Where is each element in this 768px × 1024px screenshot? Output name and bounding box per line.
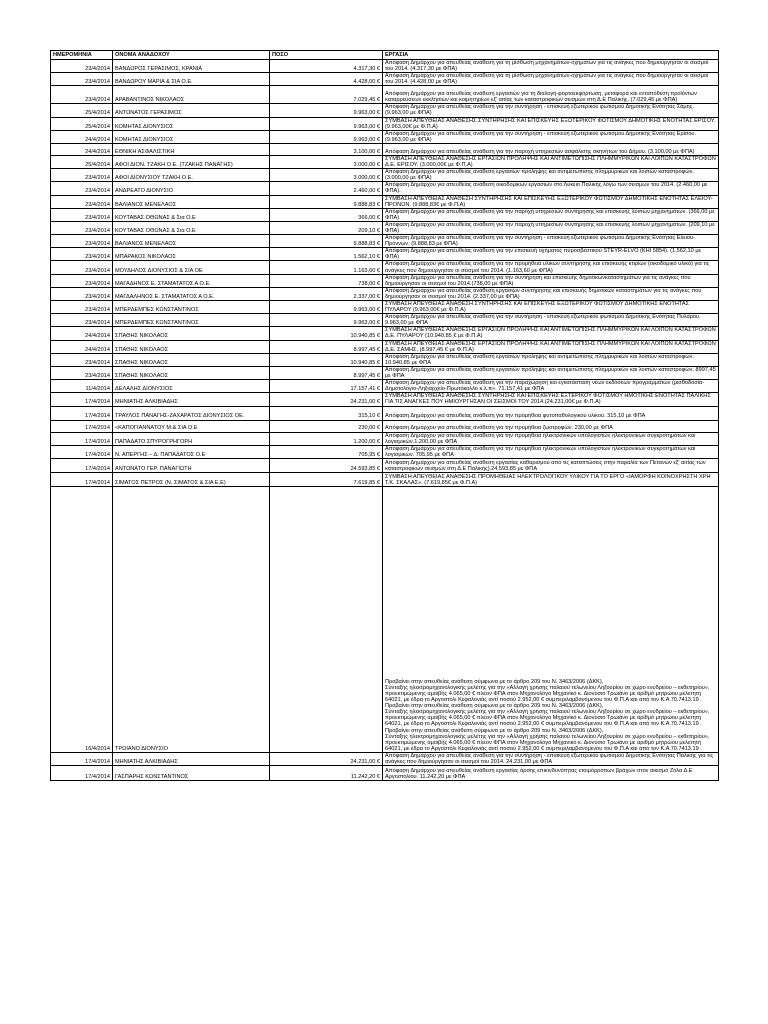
table-row	[51, 73, 719, 86]
row-contractor: ΚΟΥΤΑΒΑΣ ΟΘΩΝΑΣ & Σια Ο.Ε	[113, 221, 270, 234]
row-work: Απόφαση Δημάρχου για απευθείας ανάθεση για την προμήθεια υλικών συντήρησης και επισκευής κτιρίων (οικοδομικό υλικό) για τις ανάγκες που δημιούργησαν οι σεισμοί του 2014. (1.163,60 με ΦΠΑ)	[383, 261, 719, 274]
row-date: 23/4/2014	[51, 182, 113, 195]
row-contractor: ΑΡΑΒΑΝΤΙΝΟΣ ΝΙΚΟΛΑΟΣ	[113, 86, 270, 104]
table-row	[51, 445, 719, 458]
table-row	[51, 248, 719, 261]
row-date: 17/4/2014	[51, 393, 113, 406]
row-work: Απόφαση Δημάρχου για απευθείας ανάθεση εργασίας καθαρισμού από τις καταπτώσεις στην παραλία των Πετανών εξ' αιτίας των καταστροφικών σεισμών στη Δ.Ε Παλικής).24.593,85 με ΦΠΑ	[383, 458, 719, 472]
table-row	[51, 353, 719, 366]
row-amount: 10.940,85 €	[270, 353, 383, 366]
row-work: Απόφαση Δημάρχου για απευθείας ανάθεση εργασιών για τη διαλογή-φορτοεκφόρτωση, μεταφορά και ενταπόθεση προϊόντων καταρρεύσεων εκκλησιών και κοιμητηρίων εξ' αιτίας των καταστροφικών σεισμών στη Δ.Ε Παλικής. (7.029,45 με ΦΠΑ)	[383, 86, 719, 104]
row-date: 17/4/2014	[51, 420, 113, 432]
row-contractor: ΜΑΓΑΔΗΝΟΣ Ε. ΣΤΑΜΑΤΑΤΟΣ Α Ο.Ε.	[113, 274, 270, 287]
row-date: 23/4/2014	[51, 366, 113, 379]
row-amount: 738,00 €	[270, 274, 383, 287]
row-amount: 1.163,60 €	[270, 261, 383, 274]
table-row	[51, 486, 719, 752]
row-date: 17/4/2014	[51, 445, 113, 458]
row-work: Απόφαση Δημάρχου για απευθείας ανάθεση για τη μίσθωση μηχανημάτων-οχημάτων για τις ανάγκες που δημιούργησαν οι σεισμοί του 2014. (4.428,00 με ΦΠΑ)	[383, 73, 719, 86]
row-work: Προβαίνει στην απευθείας ανάθεση σύμφωνα με το άρθρο 209 του Ν. 3463/2006 (ΔΚΚ), Σύνταξης ηλεκτρομηχανολογικής μελέτης για την «Αλλαγή χρήσης παλαιού τελωνείου Ληξουρίου σε χώρο ενυδρείου – εκθετηρίου», προεκτιμώμενης αμοιβής 4.065,00 € πλέον ΦΠΑ στον Μηχανολόγο Μηχανικό κ. Διονύσιο Τρωιάνο με αριθμό μητρώου μελετητή 64021, με έδρα το Αργοστόλι Κεφαλονιάς αντί ποσού 2.952,00 € συμπεριλαμβανόμενου του Φ.Π.Α και από τον Κ.Α 70.7413.19 . Προβαίνει στην απευθείας ανάθεση σύμφωνα με το άρθρο 209 του Ν. 3463/2006 (ΔΚΚ), Σύνταξης ηλεκτρομηχανολογικής μελέτης για την «Αλλαγή χρήσης παλαιού τελωνείου Ληξουρίου σε χώρο ενυδρείου – εκθετηρίου», προεκτιμώμενης αμοιβής 4.065,00 € πλέον ΦΠΑ στον Μηχανολόγο Μηχανικό κ. Διονύσιο Τρωιάνο με αριθμό μητρώου μελετητή 64021, με έδρα το Αργοστόλι Κεφαλονιάς αντί ποσού 2.952,00 € συμπεριλαμβανόμενου του Φ.Π.Α και από τον Κ.Α 70.7413.19 . Προβαίνει στην απευθείας ανάθεση σύμφωνα με το άρθρο 209 του Ν. 3463/2006 (ΔΚΚ), Σύνταξης ηλεκτρομηχανολογικής μελέτης για την «Αλλαγή χρήσης παλαιού τελωνείου Ληξουρίου σε χώρο ενυδρείου – εκθετηρίου», προεκτιμώμενης αμοιβής 4.065,00 € πλέον ΦΠΑ στον Μηχανολόγο Μηχανικό κ. Διονύσιο Τρωιάνο με αριθμό μητρώου μελετητή 64021, με έδρα το Αργοστόλι Κεφαλονιάς αντί ποσού 2.952,00 € συμπεριλαμβανόμενου του Φ.Π.Α και από τον Κ.Α 70.7413.19 .	[383, 486, 719, 752]
table-row	[51, 221, 719, 234]
row-work: Απόφαση Δημάρχου για απευθείας ανάθεση για την συντήρηση - επισκευή εξωτερικού φωτισμού Δημοτικής Ενότητας Ερίσου. (9.963,00 με ΦΠΑ)	[383, 130, 719, 143]
row-amount: 10.940,85 €	[270, 327, 383, 340]
row-date: 23/4/2014	[51, 261, 113, 274]
row-work: ΣΥΜΒΑΣΗ ΑΠΕΥΘΕΙΑΣ ΑΝΑΘΕΣΗΣ ΠΡΟΜΗΘΕΙΑΣ ΗΛΕΚΤΡΟΛΟΓΙΚΟΥ ΥΛΙΚΟΥ ΓΙΑ ΤΟ ΕΡΓΟ «ΙΑΜΟΡΦΗ ΚΟΙΝΟΧΡΗΣΤΗ ΧΡΗ Τ.Κ. ΣΚΑΛΑΣ». (7.619,85€ με Φ.Π.Α)	[383, 472, 719, 486]
row-amount: 8.997,45 €	[270, 340, 383, 353]
row-contractor: ΒΑΝΔΩΡΟΥ ΜΑΡΙΑ & ΣΙΑ Ο.Ε.	[113, 73, 270, 86]
row-work: Απόφαση Δημάρχου για απευθείας ανάθεση για την παροχή υπηρεσιών συντήρησης και επισκευής λοιπών μηχανημάτων. (366,00 με ΦΠΑ)	[383, 208, 719, 221]
row-amount: 9.963,00 €	[270, 130, 383, 143]
row-date: 23/4/2014	[51, 314, 113, 327]
row-contractor: ΓΑΣΠΑΡΗΣ ΚΩΝΣΤΑΝΤΙΝΟΣ	[113, 766, 270, 781]
row-contractor: ΤΡΑΥΛΟΣ ΠΑΝΑΓΗΣ-ΖΑΧΑΡΑΤΟΣ ΔΙΟΝΥΣΙΟΣ ΟΕ.	[113, 406, 270, 420]
row-contractor: ΜΠΕΡΔΕΜΠΕΣ ΚΩΝΣΤΑΝΤΙΝΟΣ	[113, 301, 270, 314]
row-work: ΣΥΜΒΑΣΗ ΑΠΕΥΘΕΙΑΣ ΑΝΑΘΕΣΗΣ ΣΥΝΤΗΡΗΣΗΣ ΚΑΙ ΕΠΙΣΚΕΥΗΣ ΕΞΤΕΡΙΚΟΥ ΦΩΤΙΣΜΟΥ ΗΜΟΤΙΚΗΣ ΕΝΟΤΗΤΑΣ ΠΑΛΙΚΗΣ ΓΙΑ ΤΙΣ ΑΝΑΓΚΕΣ ΠΟΥ ΗΜΙΟΥΡΓΗΣΑΝ ΟΙ ΣΕΙΣΜΟΙ ΤΟΥ 2014.(24.231,00€ με Φ.Π.Α)	[383, 393, 719, 406]
row-contractor: ΑΦΟΙ ΔΙΟΝ. ΤΖΑΚΗ Ο.Ε. (ΤΖΑΚΗΣ ΠΑΝΑΓΗΣ)	[113, 155, 270, 168]
table-row	[51, 143, 719, 155]
row-work: Απόφαση Δημάρχου για απευθείας ανάθεση εργασίας άρσης επικινδυνότητας ετοιμόρροπων βράχων στον αικισμό Ζόλα Δ.Ε Αργοστολίου. 11.242,20 με ΦΠΑ	[383, 766, 719, 781]
row-amount: 366,00 €	[270, 208, 383, 221]
row-amount: 7.029,45 €	[270, 86, 383, 104]
table-row	[51, 458, 719, 472]
row-work: Απόφαση Δημάρχου για απευθείας ανάθεση για την παροχή υπηρεσιών ασφάλισης σκηνήτων του Δήμου. (3.100,00 με ΦΠΑ)	[383, 143, 719, 155]
row-work: ΣΥΜΒΑΣΗ ΑΠΕΥΘΕΙΑΣ ΑΝΑΘΕΣΗ ΣΥΝΤΗΡΗΣΗΣ ΚΑΙ ΕΠΙΣΚΕΥΗΣ ΕΞΩΤΕΡΙΚΟΥ ΦΩΤΙΣΜΟΥ ΔΗΜΟΤΙΚΗΣ ΕΝΟΤΗΤΑΣ ΕΛΕΙΟΥ-ΠΡΟΝΩΝ. (9.888,83€ με Φ.Π.Α)	[383, 195, 719, 208]
row-work: ΣΥΜΒΑΣΗ ΑΠΕΥΘΕΙΑΣ ΑΝΑΘΕΣΗ ΣΥΝΤΗΡΗΣΗΣ ΚΑΙ ΕΠΙΣΚΕΥΗΣ ΕΞΩΤΕΡΙΚΟΥ ΦΩΤΙΣΜΟΥ ΔΗΜΟΤΙΚΗΣ ΕΝΟΤΗΤΑΣ ΠΥΛΑΡΟΥ (9.963,00€ με Φ.Π.Α)	[383, 301, 719, 314]
row-amount: 3.100,00 €	[270, 143, 383, 155]
row-date: 24/4/2014	[51, 130, 113, 143]
table-row	[51, 314, 719, 327]
row-contractor: ΒΑΝΔΩΡΟΣ ΓΕΡΑΣΙΜΟΣ, ΚΡΑΝΙΑ	[113, 60, 270, 73]
table-row	[51, 472, 719, 486]
table-row	[51, 287, 719, 300]
row-date: 23/4/2014	[51, 73, 113, 86]
row-work: ΣΥΜΒΑΣΗ ΑΠΕΥΘΕΙΑΣ ΑΝΑΘΕΣΗΣ ΕΡΓΑΣΙΩΝ ΠΡΟΛΗΨΗΣ ΚΑΙ ΑΝΤΙΜΕΤΩΠΙΣΗΣ ΠΛΗΜΜΥΡΙΚΩΝ ΚΑΙ ΛΟΙΠΩΝ ΚΑΤΑΣΤΡΟΦΩΝ Δ.Ε. ΣΑΜΗΣ. (8.997,45 € με Φ.Π.Α)	[383, 340, 719, 353]
table-row	[51, 380, 719, 393]
row-work: Απόφαση Δημάρχου για απευθείας ανάθεση για την συντήρηση - επισκευή εξωτερικού φωτισμού Δημοτικής Ενότητας Παλικής για τις ανάγκες που δημιούργησαν οι σεισμοί του 2014. 24.231,00 με ΦΠΑ	[383, 752, 719, 765]
row-contractor: ΒΑΛΙΑΝΟΣ ΜΕΝΕΛΑΟΣ	[113, 195, 270, 208]
row-work: ΣΥΜΒΑΣΗ ΑΠΕΥΘΕΙΑΣ ΑΝΑΘΕΣΗΣ ΕΡΓΑΣΙΩΝ ΠΡΟΛΗΨΗΣ ΚΑΙ ΑΝΤΙΜΕΤΩΠΙΣΗΣ ΠΛΗΜΜΥΡΙΚΩΝ ΚΑΙ ΛΟΙΠΩΝ ΚΑΤΑΣΤΡΟΦΩΝ Δ.Ε. ΕΡΙΣΟΥ. (3.000,00€ με Φ.Π.Α)	[383, 155, 719, 168]
table-row	[51, 301, 719, 314]
row-date: 23/4/2014	[51, 195, 113, 208]
row-contractor: ΜΠΕΡΔΕΜΠΕΣ ΚΩΝΣΤΑΝΤΙΝΟΣ	[113, 314, 270, 327]
table-row	[51, 86, 719, 104]
table-row	[51, 420, 719, 432]
row-amount: 209,10 €	[270, 221, 383, 234]
row-contractor: ΣΙΜΑΤΟΣ ΠΕΤΡΟΣ (Ν. ΣΙΜΑΤΟΣ & ΣΙΑ Ε.Ε)	[113, 472, 270, 486]
row-work: Απόφαση Δημάρχου για απευθείας ανάθεση για την παραχώρηση και εγκατάσταση νέων εκδόσεων προγραμμάτων (μισθοδοσία-Δημοτολόγιο-Ληξιαρχείο-Πρωτόκολλο κ.λ.π». 71.157,41 με ΦΠΑ	[383, 380, 719, 393]
row-work: Απόφαση Δημάρχου για απευθείας ανάθεση εργασιών πρόληψης και αντιμετώπισης πλημμυρικών και λοιπών καταστροφών. 8997,45 με ΦΠΑ	[383, 366, 719, 379]
row-amount: 3.000,00 €	[270, 155, 383, 168]
row-amount: 9.888,83 €	[270, 235, 383, 248]
table-row	[51, 752, 719, 765]
row-date: 23/4/2014	[51, 221, 113, 234]
row-date: 23/4/2014	[51, 287, 113, 300]
table-row	[51, 327, 719, 340]
row-date: 17/4/2014	[51, 458, 113, 472]
row-contractor: ΕΘΝΙΚΗ ΑΣΦΑΛΙΣΤΙΚΗ	[113, 143, 270, 155]
row-contractor: ΑΦΟΙ ΔΙΟΝΥΣΙΟΥ ΤΖΑΚΗ Ο.Ε.	[113, 169, 270, 182]
row-date: 11/4/2014	[51, 380, 113, 393]
row-date: 23/4/2014	[51, 248, 113, 261]
row-date: 23/4/2014	[51, 353, 113, 366]
row-amount: 230,00 €	[270, 420, 383, 432]
header-contractor: ΟΝΟΜΑ ΑΝΑΔΟΧΟΥ	[113, 51, 270, 60]
row-date: 17/4/2014	[51, 472, 113, 486]
row-contractor: ΚΟΥΤΑΒΑΣ ΟΘΩΝΑΣ & Σια Ο.Ε	[113, 208, 270, 221]
table-row	[51, 393, 719, 406]
row-contractor: ΣΠΑΘΗΣ ΝΙΚΟΛΑΟΣ	[113, 366, 270, 379]
row-work: Απόφαση Δημάρχου για απευθείας ανάθεση για την επισκευή οχήματος πυροσβεστικού STEYR-ELVO (ΚΗΙ 5854). (1.562,10 με ΦΠΑ)	[383, 248, 719, 261]
row-amount: 9.963,00 €	[270, 301, 383, 314]
row-contractor: ΑΝΤΩΝΑΤΟΣ ΓΕΡΑΣΙΜΟΣ	[113, 104, 270, 117]
row-work: Απόφαση Δημάρχου για απευθείας ανάθεση εργασιών συντήρησης και επισκευής δημοτικών καταστημάτων για τις ανάγκες που δημιούργησαν οι σεισμοί του 2014. (2.337,00 με ΦΠΑ)	[383, 287, 719, 300]
row-work: Απόφαση Δημάρχου για απευθείας ανάθεση για την παροχή υπηρεσιών συντήρησης και επισκευής λοιπών μηχανημάτων. (209,10 με ΦΠΑ)	[383, 221, 719, 234]
table-row	[51, 274, 719, 287]
row-amount: 17.157,41 €	[270, 380, 383, 393]
table-row	[51, 169, 719, 182]
row-work: Απόφαση Δημάρχου για απευθείας ανάθεση για την συντήρηση - επισκευή εξωτερικού φωτισμού Δημοτικής Ενότητας Πυλάρου. 9.963,00 με ΦΠΑ	[383, 314, 719, 327]
header-row	[51, 51, 719, 60]
table-row	[51, 366, 719, 379]
row-amount: 3.000,00 €	[270, 169, 383, 182]
row-amount: 2.460,00 €	[270, 182, 383, 195]
row-contractor: ΣΠΑΘΗΣ ΝΙΚΟΛΑΟΣ	[113, 340, 270, 353]
table-row	[51, 117, 719, 130]
row-date: 23/4/2014	[51, 60, 113, 73]
row-amount: 4.428,00 €	[270, 73, 383, 86]
row-date: 23/4/2014	[51, 235, 113, 248]
table-row	[51, 208, 719, 221]
row-work: Απόφαση Δημάρχου για απευθείας ανάθεση για την προμήθεια φυτοπαθολογικού υλικού. 315,10 με ΦΠΑ	[383, 406, 719, 420]
row-date: 23/4/2014	[51, 301, 113, 314]
row-amount: 9.888,83 €	[270, 195, 383, 208]
row-date: 24/4/2014	[51, 327, 113, 340]
table-row	[51, 261, 719, 274]
table-row	[51, 155, 719, 168]
row-contractor: Ν. ΑΠΕΡΓΗΣ – Δ. ΠΑΠΑΔΑΤΟΣ Ο.Ε	[113, 445, 270, 458]
table-row	[51, 406, 719, 420]
row-date: 23/4/2014	[51, 208, 113, 221]
table-row	[51, 766, 719, 781]
row-work: Απόφαση Δημάρχου για απευθείας ανάθεση για την προμήθεια ζωοτροφών. 230,00 με ΦΠΑ	[383, 420, 719, 432]
row-contractor: ΚΟΜΗΤΑΣ ΔΙΟΝΥΣΙΟΣ	[113, 130, 270, 143]
row-date: 17/4/2014	[51, 766, 113, 781]
row-contractor: ΜΠΑΡΑΚΟΣ ΝΙΚΟΛΑΟΣ	[113, 248, 270, 261]
table-row	[51, 104, 719, 117]
table-row	[51, 340, 719, 353]
row-contractor: ΤΡΩΙΑΝΟ ΔΙΟΝΥΣΙΟ	[113, 486, 270, 752]
row-date: 17/4/2014	[51, 432, 113, 445]
header-date: ΗΜΕΡΟΜΗΝΙΑ	[51, 51, 113, 60]
row-contractor: ΜΗΝΙΑΤΗΣ ΑΛΚΙΒΙΑΔΗΣ	[113, 393, 270, 406]
row-amount: 7.619,85 €	[270, 472, 383, 486]
row-amount: 1.562,10 €	[270, 248, 383, 261]
row-amount: 24.593,85 €	[270, 458, 383, 472]
table-row	[51, 235, 719, 248]
row-date: 24/4/2014	[51, 143, 113, 155]
row-date: 17/4/2014	[51, 752, 113, 765]
row-amount: 705,95 €	[270, 445, 383, 458]
row-date: 23/4/2014	[51, 86, 113, 104]
row-date: 23/4/2014	[51, 274, 113, 287]
row-amount: 24.231,00 €	[270, 752, 383, 765]
table-row	[51, 60, 719, 73]
row-work: Απόφαση Δημάρχου για απευθείας ανάθεση για τη μίσθωση μηχανημάτων-οχημάτων για τις ανάγκες που δημιούργησαν οι σεισμοί του 2014. (4.317,30 με ΦΠΑ)	[383, 60, 719, 73]
contracts-table	[50, 50, 719, 781]
header-work: ΕΡΓΑΣΙΑ	[383, 51, 719, 60]
row-work: Απόφαση Δημάρχου για απευθείας ανάθεση για την προμήθεια ηλεκτρονικών υπολογιστών ηλεκτρονικων συγκροτημάτων και λογισμικών. 705,95 με ΦΠΑ	[383, 445, 719, 458]
row-amount	[270, 486, 383, 752]
row-work: Απόφαση Δημάρχου για απευθείας ανάθεση εργασιών πρόληψης και αντιμετώπισης πλημμυρικών και λοιπών καταστροφών. 10.940,85 με ΦΠΑ	[383, 353, 719, 366]
row-contractor: ΒΑΛΙΑΝΟΣ ΜΕΝΕΛΑΟΣ	[113, 235, 270, 248]
row-contractor: «ΚΑΠΟΓΙΑΝΝΑΤΟΥ Μ.& ΣΙΑ Ο.Ε	[113, 420, 270, 432]
row-contractor: ΚΟΜΗΤΑΣ ΔΙΟΝΥΣΙΟΣ	[113, 117, 270, 130]
header-amount: ΠΟΣΟ	[270, 51, 383, 60]
row-amount: 4.317,30 €	[270, 60, 383, 73]
row-contractor: ΣΠΑΘΗΣ ΝΙΚΟΛΑΟΣ	[113, 327, 270, 340]
row-date: 24/4/2014	[51, 340, 113, 353]
row-work: Απόφαση Δημάρχου για απευθείας ανάθεση για την προμήθεια ηλεκτρονικών υπολογιστών ηλεκτρονικων συγκροτημάτων και λογισμικών.1.200,00 με ΦΠΑ	[383, 432, 719, 445]
row-work: ΣΥΜΒΑΣΗ ΑΠΕΥΘΕΙΑΣ ΑΝΑΘΕΣΗΣ ΕΡΓΑΣΙΩΝ ΠΡΟΛΗΨΗΣ ΚΑΙ ΑΝΤΙΜΕΤΩΠΙΣΗΣ ΠΛΗΜΜΥΡΙΚΩΝ ΚΑΙ ΛΟΙΠΩΝ ΚΑΤΑΣΤΡΟΦΩΝ Δ.Ε. ΠΥΛΑΡΟΥ (10.940,85 € με Φ.Π.Α)	[383, 327, 719, 340]
row-contractor: ΜΟΥΔΗΛΟΣ ΔΙΟΝΥΣΙΟΣ & ΣΙΑ ΟΕ	[113, 261, 270, 274]
row-contractor: ΠΑΠΑΔΑΤΟ ΣΠΥΡΟΓΡΗΓΟΡΗ	[113, 432, 270, 445]
row-date: 23/4/2014	[51, 169, 113, 182]
row-work: Απόφαση Δημάρχου για απευθείας ανάθεση οικοδομικών εργασιών στο Λύκειο Παλικής λόγω των σεισμών του 2014. (2.460,00 με ΦΠΑ).	[383, 182, 719, 195]
row-work: Απόφαση Δημάρχου για απευθείας ανάθεση για την συντήρηση και επισκευής δημοτικώνκαταστημάτων για τις ανάγκες που δημιούργησαν οι σεισμοί του 2014.(738,00 με ΦΠΑ)	[383, 274, 719, 287]
table-row	[51, 195, 719, 208]
row-date: 17/4/2014	[51, 406, 113, 420]
row-amount: 315,10 €	[270, 406, 383, 420]
row-date: 25/4/2014	[51, 104, 113, 117]
row-contractor: ΣΠΑΘΗΣ ΝΙΚΟΛΑΟΣ	[113, 353, 270, 366]
row-work: Απόφαση Δημάρχου για απευθείας ανάθεση εργασιών πρόληψης και αντιμετώπισης πλημμυρικών και λοιπών καταστροφών. (3.000,00 με ΦΠΑ)	[383, 169, 719, 182]
row-amount: 8.997,45 €	[270, 366, 383, 379]
row-contractor: ΑΝΤΩΝΑΤΟ ΓΕΡ. ΠΑΝΑΓΙΩΤΗ	[113, 458, 270, 472]
row-amount: 9.963,00 €	[270, 117, 383, 130]
row-amount: 9.963,00 €	[270, 104, 383, 117]
row-date: 25/4/2014	[51, 117, 113, 130]
row-work: Απόφαση Δημάρχου για απευθείας ανάθεση για την συντήρηση - επισκευή εξωτερικού φωτισμού Δημοτικής Ενότητας Ελειού-Πρόννων. (9.888,83 με ΦΠΑ)	[383, 235, 719, 248]
row-contractor: ΜΑΓΔΑΛΗΝΟΣ Ε. ΣΤΑΜΑΤΑΤΟΣ Α Ο.Ε.	[113, 287, 270, 300]
row-contractor: ΜΗΝΙΑΤΗΣ ΑΛΚΙΒΙΑΔΗΣ	[113, 752, 270, 765]
row-contractor: ΔΕΛΑΛΗΣ ΔΙΟΝΥΣΙΟΣ	[113, 380, 270, 393]
row-contractor: ΑΝΔΡΕΑΤΟ ΔΙΟΝΥΣΙΟ	[113, 182, 270, 195]
row-amount: 1.200,00 €	[270, 432, 383, 445]
row-amount: 2.337,00 €	[270, 287, 383, 300]
row-work: Απόφαση Δημάρχου για απευθείας ανάθεση για την συντήρηση - επισκευή εξωτερικού φωτισμού Δημοτικής Ενότητας Σάμης. (9.963,00 με ΦΠΑ)	[383, 104, 719, 117]
row-amount: 24.231,00 €	[270, 393, 383, 406]
row-amount: 9.963,00 €	[270, 314, 383, 327]
table-row	[51, 130, 719, 143]
table-row	[51, 432, 719, 445]
row-amount: 11.242,20 €	[270, 766, 383, 781]
table-row	[51, 182, 719, 195]
row-date: 25/4/2014	[51, 155, 113, 168]
row-date: 16/4/2014	[51, 486, 113, 752]
row-work: ΣΥΜΒΑΣΗ ΑΠΕΥΘΕΙΑΣ ΑΝΑΘΕΣΗΣ ΣΥΝΤΗΡΗΣΗΣ ΚΑΙ ΕΠΙΣΚΕΥΗΣ ΕΞΩΤΕΡΙΚΟΥ ΦΩΤΙΣΜΟΥ ΔΗΜΟΤΙΚΗΣ ΕΝΟΤΗΤΑΣ ΕΡΙΣΟΥ. (9.963,00€ με Φ.Π.Α)	[383, 117, 719, 130]
